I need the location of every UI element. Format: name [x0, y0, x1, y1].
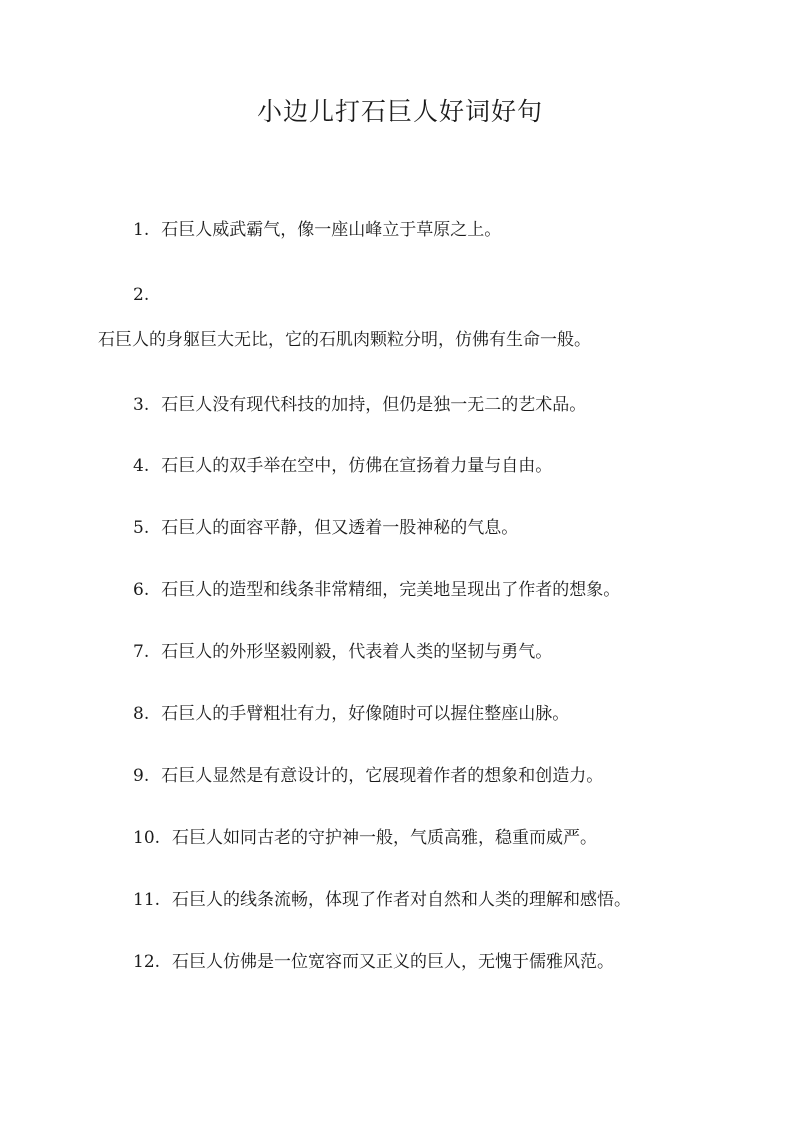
- item-number: 2.: [133, 285, 150, 305]
- list-item-3: [133, 391, 586, 419]
- item-number: 9.: [133, 766, 150, 786]
- item-text: 石巨人没有现代科技的加持，但仍是独一无二的艺术品。: [161, 395, 587, 415]
- item-text: 石巨人的外形坚毅刚毅，代表着人类的坚韧与勇气。: [161, 642, 553, 662]
- list-item-2: [133, 281, 161, 309]
- item-number: 8.: [133, 704, 150, 724]
- list-item-11: [133, 886, 631, 914]
- list-item-6: [133, 576, 620, 604]
- item-number: 10.: [133, 828, 161, 848]
- item-number: 6.: [133, 580, 150, 600]
- item-number: 5.: [133, 518, 150, 538]
- item-text: 石巨人的面容平静，但又透着一股神秘的气息。: [161, 518, 519, 538]
- item-text: 石巨人如同古老的守护神一般，气质高雅，稳重而威严。: [172, 828, 598, 848]
- list-item-2-text: 石巨人的身躯巨大无比，它的石肌肉颗粒分明，仿佛有生命一般。: [98, 330, 591, 350]
- item-text: 石巨人的手臂粗壮有力，好像随时可以握住整座山脉。: [161, 704, 570, 724]
- item-text: 石巨人威武霸气，像一座山峰立于草原之上。: [161, 220, 502, 240]
- list-item-12: [133, 948, 614, 976]
- list-item-8: [133, 700, 569, 728]
- item-text: 石巨人显然是有意设计的，它展现着作者的想象和创造力。: [161, 766, 604, 786]
- list-item-7: [133, 638, 552, 666]
- item-number: 12.: [133, 952, 161, 972]
- item-text: 石巨人的造型和线条非常精细，完美地呈现出了作者的想象。: [161, 580, 621, 600]
- item-number: 7.: [133, 642, 150, 662]
- list-item-9: [133, 762, 603, 790]
- item-number: 11.: [133, 890, 161, 910]
- item-number: 4.: [133, 456, 150, 476]
- item-number: 1.: [133, 220, 150, 240]
- document-title: 小边儿打石巨人好词好句: [256, 97, 543, 126]
- list-item-4: [133, 452, 552, 480]
- list-item-10: [133, 824, 597, 852]
- item-text: 石巨人仿佛是一位宽容而又正义的巨人，无愧于儒雅风范。: [172, 952, 615, 972]
- item-text: 石巨人的线条流畅，体现了作者对自然和人类的理解和感悟。: [172, 890, 632, 910]
- list-item-1: [133, 216, 501, 244]
- list-item-5: [133, 514, 518, 542]
- item-number: 3.: [133, 395, 150, 415]
- item-text: 石巨人的双手举在空中，仿佛在宣扬着力量与自由。: [161, 456, 553, 476]
